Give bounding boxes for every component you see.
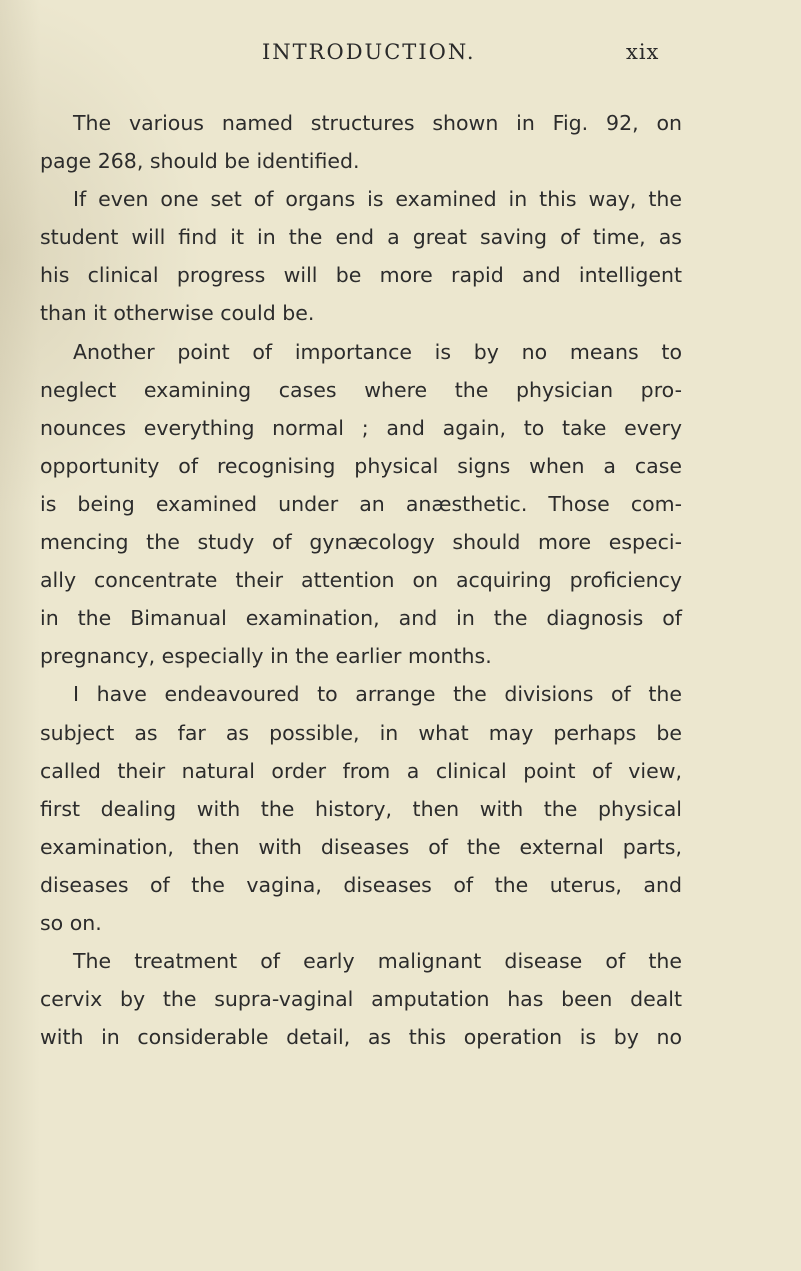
text-line: is being examined under an anæsthetic. Those com-	[40, 491, 682, 516]
text-line: pregnancy, especially in the earlier months.	[40, 644, 492, 669]
paragraph	[40, 333, 682, 676]
text-line: his clinical progress will be more rapid and intelligent	[40, 263, 682, 288]
text-line: neglect examining cases where the physician pro-	[40, 377, 682, 402]
text-line: I have endeavoured to arrange the divisions of the	[73, 682, 682, 707]
text-line: diseases of the vagina, diseases of the uterus, and	[40, 872, 682, 897]
text-line: examination, then with diseases of the external parts,	[40, 834, 682, 859]
text-line: cervix by the supra-vaginal amputation has been dealt	[40, 987, 682, 1012]
text-line: Another point of importance is by no means to	[73, 339, 682, 364]
text-line: first dealing with the history, then with the physical	[40, 796, 682, 821]
text-line: than it otherwise could be.	[40, 301, 315, 326]
page-header	[0, 40, 801, 74]
paragraph	[40, 942, 682, 1056]
text-line: with in considerable detail, as this operation is by no	[40, 1025, 682, 1050]
text-line: The various named structures shown in Fig. 92, on	[73, 111, 682, 135]
text-line: in the Bimanual examination, and in the diagnosis of	[40, 606, 682, 631]
paragraph	[40, 180, 682, 332]
text-line: nounces everything normal ; and again, to take every	[40, 415, 682, 440]
text-line: opportunity of recognising physical signs when a case	[40, 453, 682, 478]
text-line: ally concentrate their attention on acquiring proficiency	[40, 568, 682, 593]
text-line: If even one set of organs is examined in this way, the	[73, 187, 682, 212]
text-line: mencing the study of gynæcology should more especi-	[40, 530, 682, 555]
running-head: INTRODUCTION.	[262, 40, 476, 64]
paragraph	[40, 675, 682, 942]
page-number: xix	[626, 40, 660, 64]
text-line: called their natural order from a clinical point of view,	[40, 758, 682, 783]
body-text	[40, 104, 682, 1056]
paragraph	[40, 104, 682, 180]
text-line: page 268, should be identified.	[40, 149, 360, 174]
text-line: subject as far as possible, in what may perhaps be	[40, 720, 682, 745]
text-line: The treatment of early malignant disease of the	[73, 949, 682, 974]
text-line: so on.	[40, 910, 102, 935]
text-line: student will find it in the end a great saving of time, as	[40, 225, 682, 250]
